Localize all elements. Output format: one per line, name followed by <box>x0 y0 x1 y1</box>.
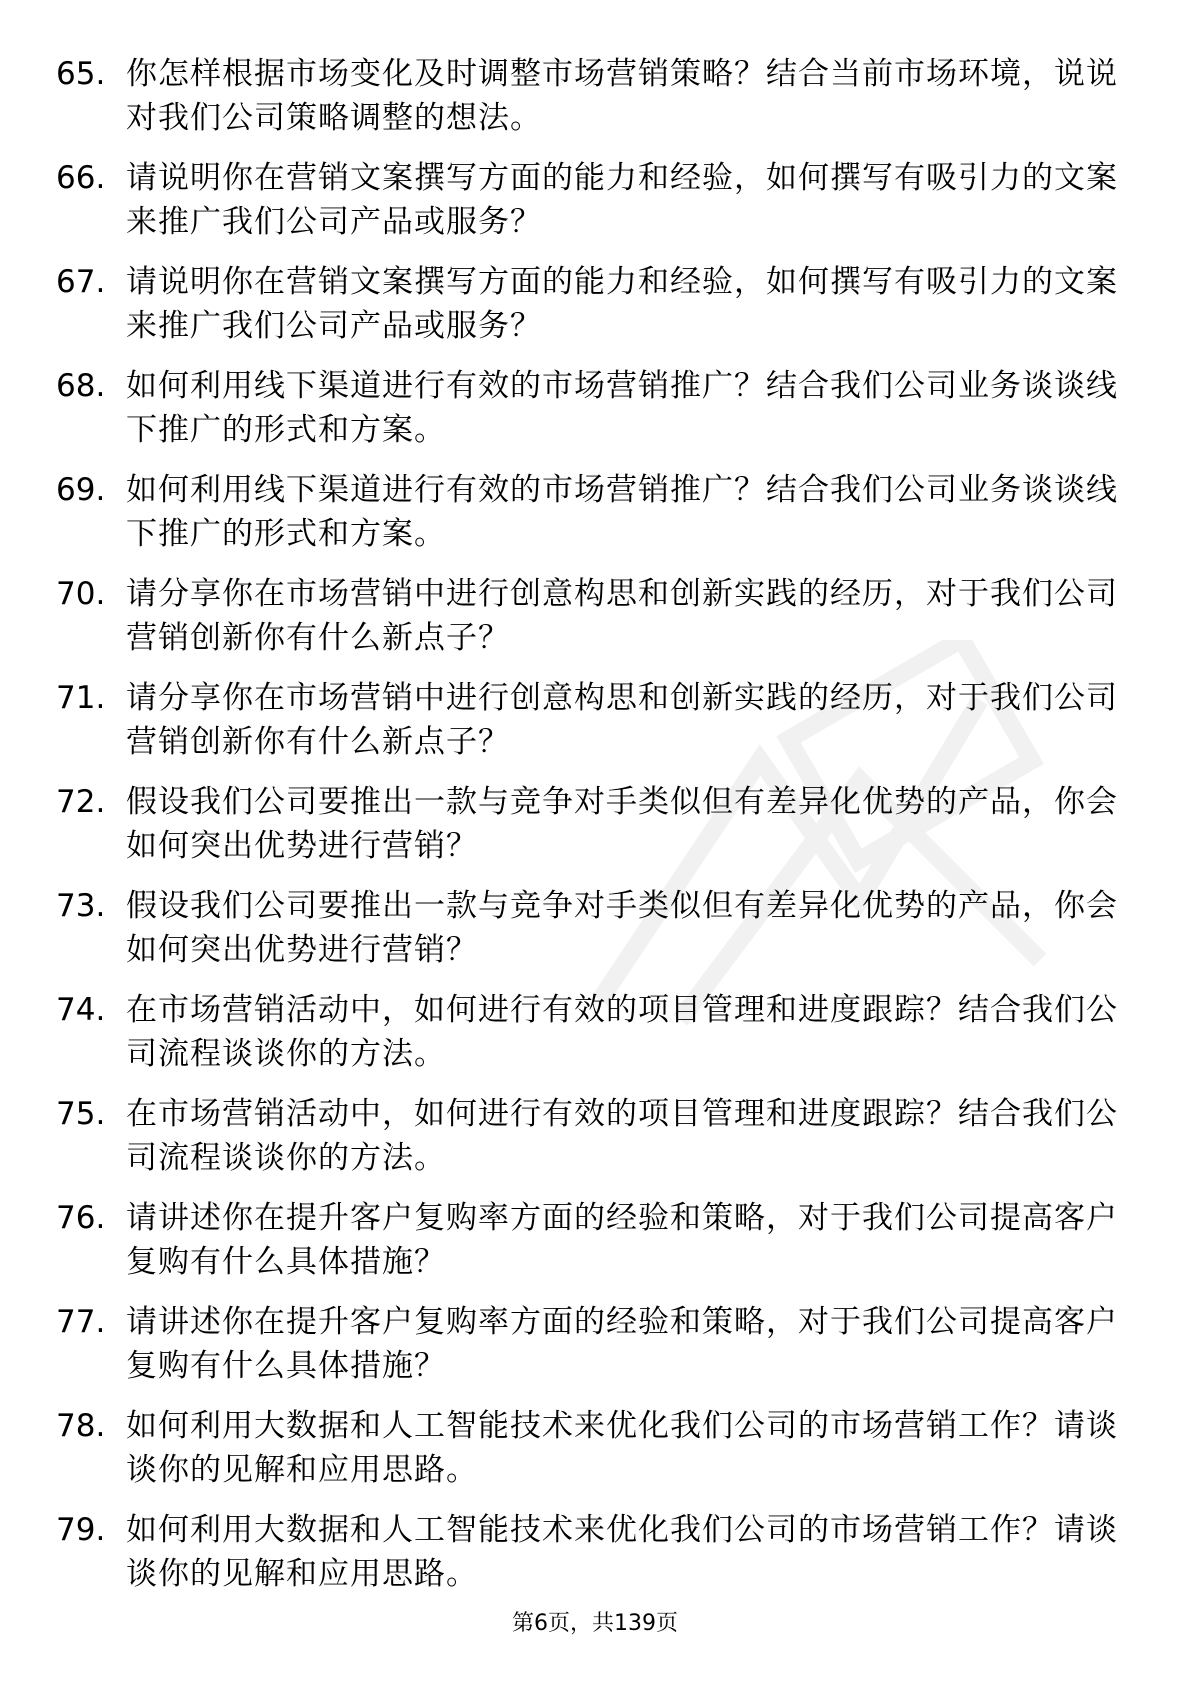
question-text: 请讲述你在提升客户复购率方面的经验和策略，对于我们公司提高客户复购有什么具体措施？ <box>126 1200 1118 1280</box>
question-number: 76. <box>56 1200 106 1236</box>
question-text: 如何利用大数据和人工智能技术来优化我们公司的市场营销工作？请谈谈你的见解和应用思路。 <box>126 1512 1118 1592</box>
question-number: 77. <box>56 1304 106 1340</box>
list-item <box>56 780 1136 884</box>
list-item <box>56 260 1136 364</box>
question-number: 68. <box>56 368 106 404</box>
list-item <box>56 1196 1136 1300</box>
question-text: 在市场营销活动中，如何进行有效的项目管理和进度跟踪？结合我们公司流程谈谈你的方法。 <box>126 992 1118 1072</box>
list-item <box>56 988 1136 1092</box>
list-item <box>56 884 1136 988</box>
question-number: 65. <box>56 56 106 92</box>
question-text: 请分享你在市场营销中进行创意构思和创新实践的经历，对于我们公司营销创新你有什么新点子？ <box>126 576 1118 656</box>
list-item <box>56 1404 1136 1508</box>
question-text: 假设我们公司要推出一款与竞争对手类似但有差异化优势的产品，你会如何突出优势进行营销？ <box>126 888 1118 968</box>
question-text: 假设我们公司要推出一款与竞争对手类似但有差异化优势的产品，你会如何突出优势进行营销？ <box>126 784 1118 864</box>
question-number: 75. <box>56 1096 106 1132</box>
question-text: 如何利用线下渠道进行有效的市场营销推广？结合我们公司业务谈谈线下推广的形式和方案。 <box>126 368 1118 448</box>
list-item <box>56 1300 1136 1404</box>
question-number: 79. <box>56 1512 106 1548</box>
question-list <box>56 52 1136 1612</box>
question-text: 你怎样根据市场变化及时调整市场营销策略？结合当前市场环境，说说对我们公司策略调整的想法。 <box>126 56 1118 136</box>
question-number: 73. <box>56 888 106 924</box>
question-number: 69. <box>56 472 106 508</box>
question-text: 请讲述你在提升客户复购率方面的经验和策略，对于我们公司提高客户复购有什么具体措施？ <box>126 1304 1118 1384</box>
question-number: 70. <box>56 576 106 612</box>
question-number: 72. <box>56 784 106 820</box>
question-text: 如何利用线下渠道进行有效的市场营销推广？结合我们公司业务谈谈线下推广的形式和方案。 <box>126 472 1118 552</box>
question-number: 67. <box>56 264 106 300</box>
question-text: 请说明你在营销文案撰写方面的能力和经验，如何撰写有吸引力的文案来推广我们公司产品或服务？ <box>126 160 1118 240</box>
question-text: 如何利用大数据和人工智能技术来优化我们公司的市场营销工作？请谈谈你的见解和应用思路。 <box>126 1408 1118 1488</box>
question-text: 请分享你在市场营销中进行创意构思和创新实践的经历，对于我们公司营销创新你有什么新点子？ <box>126 680 1118 760</box>
list-item <box>56 676 1136 780</box>
question-number: 74. <box>56 992 106 1028</box>
question-number: 78. <box>56 1408 106 1444</box>
question-number: 71. <box>56 680 106 716</box>
list-item <box>56 1508 1136 1612</box>
list-item <box>56 52 1136 156</box>
list-item <box>56 156 1136 260</box>
question-text: 请说明你在营销文案撰写方面的能力和经验，如何撰写有吸引力的文案来推广我们公司产品或服务？ <box>126 264 1118 344</box>
page-number: 第6页，共139页 <box>512 1611 678 1636</box>
list-item <box>56 572 1136 676</box>
list-item <box>56 1092 1136 1196</box>
list-item <box>56 468 1136 572</box>
question-text: 在市场营销活动中，如何进行有效的项目管理和进度跟踪？结合我们公司流程谈谈你的方法。 <box>126 1096 1118 1176</box>
question-number: 66. <box>56 160 106 196</box>
list-item <box>56 364 1136 468</box>
